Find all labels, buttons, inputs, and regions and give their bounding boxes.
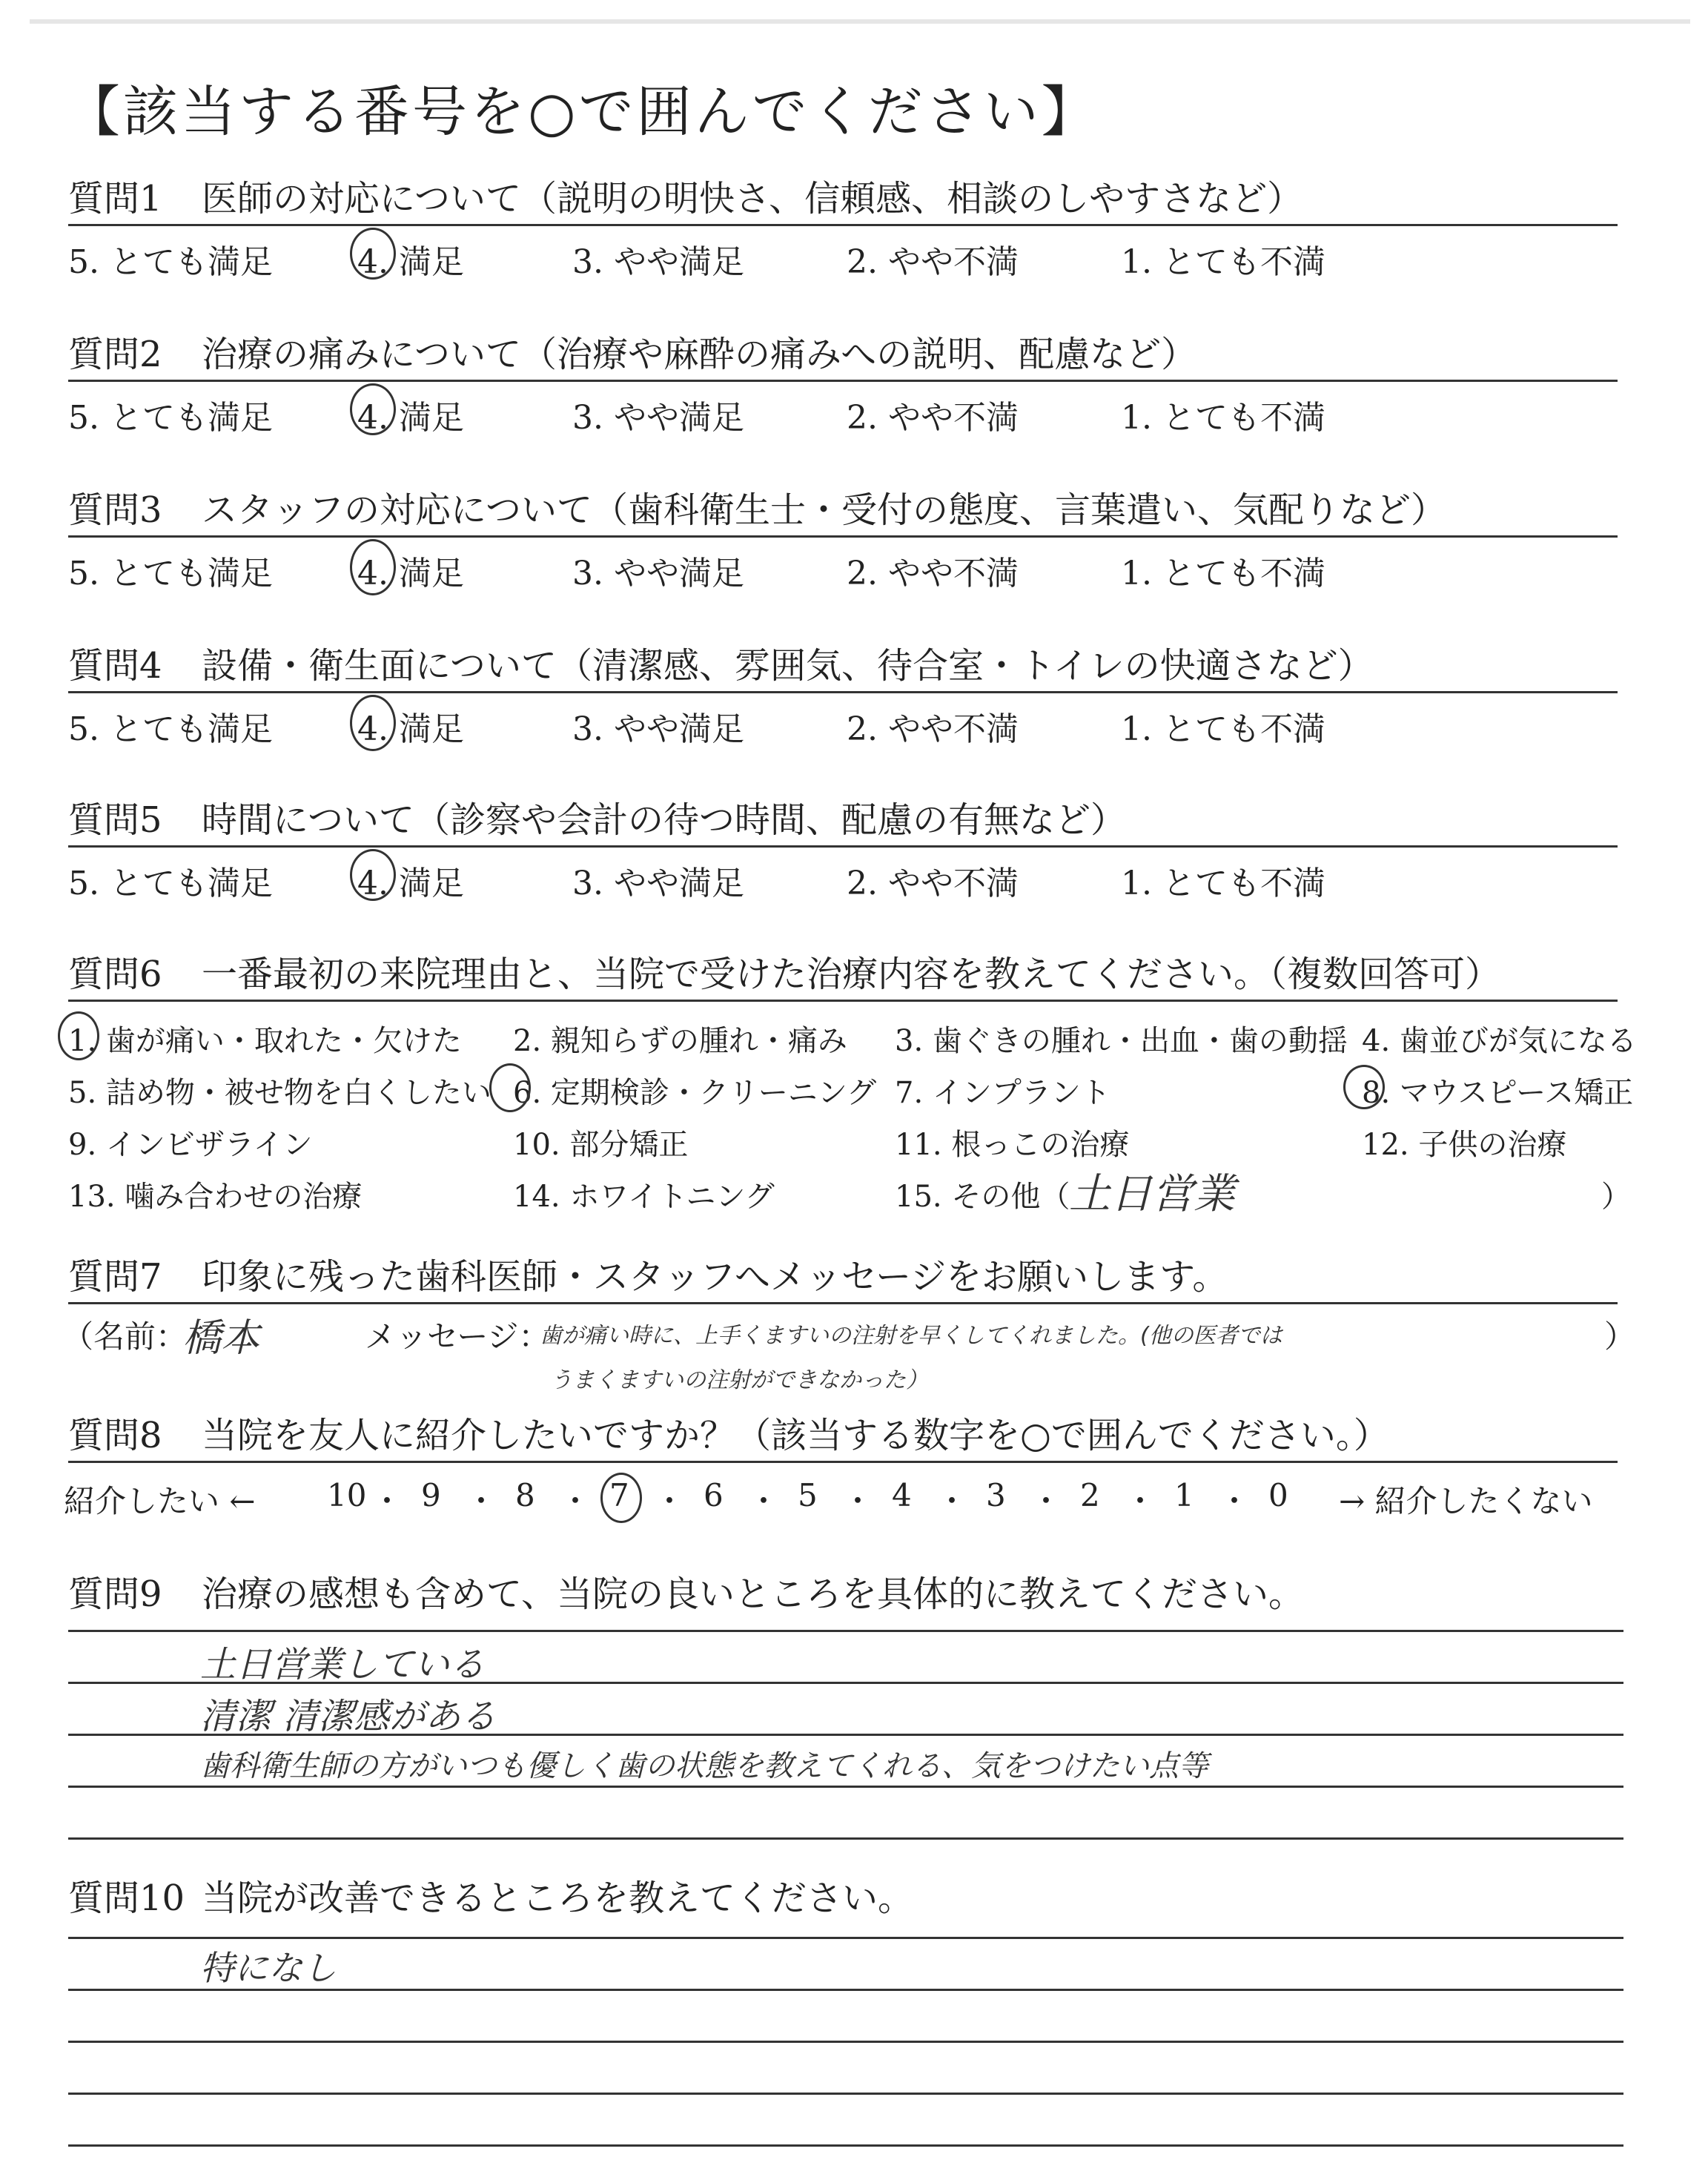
question-10 xyxy=(68,1875,1618,1922)
message-label: メッセージ： xyxy=(365,1318,550,1355)
recommend-option-2[interactable]: 2 xyxy=(1080,1477,1100,1513)
option-4[interactable]: 4. 満足 xyxy=(357,399,464,437)
option-1[interactable]: 1. とても不満 xyxy=(1121,865,1325,902)
question-text: 時間について（診察や会計の待つ時間、配慮の有無など） xyxy=(202,799,1127,841)
separator-dot: ・ xyxy=(560,1483,592,1519)
selection-circle xyxy=(350,849,396,901)
recommend-option-4[interactable]: 4 xyxy=(892,1477,912,1513)
question-text: スタッフの対応について（歯科衛生士・受付の態度、言葉遣い、気配りなど） xyxy=(202,489,1447,531)
option-14[interactable]: 14. ホワイトニング xyxy=(513,1180,775,1214)
option-6[interactable]: 6. 定期検診・クリーニング xyxy=(513,1076,877,1110)
option-3[interactable]: 3. やや満足 xyxy=(572,399,744,437)
message-line-2[interactable]: うまくますいの注射ができなかった） xyxy=(550,1367,928,1393)
separator-dot: ・ xyxy=(371,1483,403,1519)
recommend-option-3[interactable]: 3 xyxy=(986,1477,1006,1513)
option-4[interactable]: 4. 満足 xyxy=(357,865,464,902)
option-2[interactable]: 2. やや不満 xyxy=(847,865,1019,902)
option-5[interactable]: 5. とても満足 xyxy=(68,399,273,437)
option-2[interactable]: 2. やや不満 xyxy=(847,399,1019,437)
answer-line-1[interactable]: 土日営業している xyxy=(200,1644,486,1685)
answer-line xyxy=(68,2144,1623,2147)
selection-circle xyxy=(350,383,396,435)
close-paren: ） xyxy=(1601,1180,1631,1214)
recommend-option-9[interactable]: 9 xyxy=(421,1477,441,1513)
rating-scale xyxy=(68,226,1618,281)
question-number: 質問4 xyxy=(68,645,162,687)
question-number: 質問8 xyxy=(68,1415,162,1456)
divider xyxy=(68,1000,1618,1002)
treatment-options xyxy=(68,1003,1637,1240)
selection-circle xyxy=(58,1011,99,1060)
option-15[interactable]: 15. その他（ xyxy=(895,1180,1070,1214)
option-5[interactable]: 5. とても満足 xyxy=(68,243,273,281)
recommend-option-1[interactable]: 1 xyxy=(1174,1477,1194,1513)
separator-dot: ・ xyxy=(1030,1483,1062,1519)
rating-scale xyxy=(68,848,1618,902)
answer-line-2[interactable]: 清潔 清潔感がある xyxy=(200,1696,497,1737)
answer-text[interactable]: 特になし xyxy=(200,1948,337,1988)
selection-circle xyxy=(350,695,396,751)
right-label: → 紹介したくない xyxy=(1339,1483,1593,1519)
answer-line-3[interactable]: 歯科衛生師の方がいつも優しく歯の状態を教えてくれる、気をつけたい点等 xyxy=(200,1749,1208,1783)
rating-scale xyxy=(68,538,1618,592)
option-4[interactable]: 4. 歯並びが気になる xyxy=(1362,1024,1637,1058)
question-3 xyxy=(68,486,1618,592)
option-1[interactable]: 1. とても不満 xyxy=(1121,710,1325,748)
question-8 xyxy=(68,1412,1618,1463)
option-5[interactable]: 5. とても満足 xyxy=(68,710,273,748)
question-5 xyxy=(68,796,1618,902)
question-text: 当院が改善できるところを教えてください。 xyxy=(202,1877,914,1919)
separator-dot: ・ xyxy=(654,1483,686,1519)
option-1[interactable]: 1. とても不満 xyxy=(1121,243,1325,281)
question-6 xyxy=(68,951,1618,1002)
divider xyxy=(68,1461,1618,1463)
question-4 xyxy=(68,642,1618,748)
selection-circle xyxy=(350,539,396,595)
option-5[interactable]: 5. とても満足 xyxy=(68,555,273,592)
answer-line xyxy=(68,2093,1623,2095)
question-number: 質問1 xyxy=(68,178,162,219)
separator-dot: ・ xyxy=(936,1483,968,1519)
question-number: 質問3 xyxy=(68,489,162,531)
option-2[interactable]: 2. やや不満 xyxy=(847,555,1019,592)
recommend-option-7[interactable]: 7 xyxy=(609,1477,629,1513)
option-5[interactable]: 5. 詰め物・被せ物を白くしたい xyxy=(68,1076,491,1110)
question-number: 質問7 xyxy=(68,1256,162,1298)
question-number: 質問2 xyxy=(68,334,162,375)
option-8[interactable]: 8. マウスピース矯正 xyxy=(1362,1076,1634,1110)
message-line-1[interactable]: 歯が痛い時に、上手くますいの注射を早くしてくれました。(他の医者では xyxy=(540,1323,1282,1349)
question-text: 医師の対応について（説明の明快さ、信頼感、相談のしやすさなど） xyxy=(202,178,1303,219)
separator-dot: ・ xyxy=(1125,1483,1156,1519)
option-10[interactable]: 10. 部分矯正 xyxy=(513,1128,689,1162)
question-7 xyxy=(68,1253,1618,1304)
option-1[interactable]: 1. とても不満 xyxy=(1121,399,1325,437)
separator-dot: ・ xyxy=(842,1483,874,1519)
question-text: 設備・衛生面について（清潔感、雰囲気、待合室・トイレの快適さなど） xyxy=(202,645,1374,687)
recommend-option-6[interactable]: 6 xyxy=(704,1477,724,1513)
selection-circle xyxy=(489,1063,531,1112)
option-3[interactable]: 3. 歯ぐきの腫れ・出血・歯の動揺 xyxy=(895,1024,1348,1058)
option-4[interactable]: 4. 満足 xyxy=(357,555,464,592)
option-13[interactable]: 13. 噛み合わせの治療 xyxy=(68,1180,363,1214)
option-2[interactable]: 2. 親知らずの腫れ・痛み xyxy=(513,1024,847,1058)
question-text: 一番最初の来院理由と、当院で受けた治療内容を教えてください。（複数回答可） xyxy=(202,954,1501,995)
close-paren: ） xyxy=(1604,1318,1636,1355)
answer-line xyxy=(68,1837,1623,1840)
recommend-option-5[interactable]: 5 xyxy=(798,1477,818,1513)
left-label: 紹介したい ← xyxy=(64,1483,256,1519)
question-9 xyxy=(68,1571,1618,1618)
selection-circle xyxy=(600,1473,642,1523)
option-12[interactable]: 12. 子供の治療 xyxy=(1362,1128,1567,1162)
answer-line xyxy=(68,2041,1623,2043)
question-number: 質問6 xyxy=(68,954,162,995)
question-number: 質問9 xyxy=(68,1573,162,1615)
option-4[interactable]: 4. 満足 xyxy=(357,710,464,748)
option-1[interactable]: 1. 歯が痛い・取れた・欠けた xyxy=(68,1024,462,1058)
option-7[interactable]: 7. インプラント xyxy=(895,1076,1110,1110)
selection-circle xyxy=(350,228,396,280)
option-3[interactable]: 3. やや満足 xyxy=(572,865,744,902)
option-9[interactable]: 9. インビザライン xyxy=(68,1128,313,1162)
other-answer[interactable]: 土日営業 xyxy=(1069,1170,1235,1218)
separator-dot: ・ xyxy=(466,1483,497,1519)
rating-scale xyxy=(68,382,1618,437)
question-number: 質問5 xyxy=(68,799,162,841)
option-4[interactable]: 4. 満足 xyxy=(357,243,464,281)
question-text: 当院を友人に紹介したいですか？（該当する数字を○で囲んでください。） xyxy=(202,1415,1389,1456)
recommend-option-10[interactable]: 10 xyxy=(327,1477,367,1513)
option-3[interactable]: 3. やや満足 xyxy=(572,243,744,281)
option-1[interactable]: 1. とても不満 xyxy=(1121,555,1325,592)
name-label: （名前： xyxy=(62,1318,188,1355)
recommend-option-8[interactable]: 8 xyxy=(515,1477,535,1513)
option-11[interactable]: 11. 根っこの治療 xyxy=(895,1128,1130,1162)
recommend-scale xyxy=(64,1473,1628,1525)
selection-circle xyxy=(1343,1065,1385,1109)
answer-line xyxy=(68,1786,1623,1788)
question-1 xyxy=(68,175,1618,281)
rating-scale xyxy=(68,693,1618,748)
question-number: 質問10 xyxy=(68,1877,185,1919)
recommend-option-0[interactable]: 0 xyxy=(1268,1477,1288,1513)
option-3[interactable]: 3. やや満足 xyxy=(572,555,744,592)
question-text: 治療の痛みについて（治療や麻酔の痛みへの説明、配慮など） xyxy=(202,334,1197,375)
option-2[interactable]: 2. やや不満 xyxy=(847,710,1019,748)
option-2[interactable]: 2. やや不満 xyxy=(847,243,1019,281)
option-5[interactable]: 5. とても満足 xyxy=(68,865,273,902)
name-value[interactable]: 橋本 xyxy=(182,1316,260,1361)
answer-line xyxy=(68,1630,1623,1632)
question-2 xyxy=(68,331,1618,437)
separator-dot: ・ xyxy=(1219,1483,1251,1519)
divider xyxy=(68,1302,1618,1304)
answer-line xyxy=(68,1937,1623,1939)
page-title: 【該当する番号を○で囲んでください】 xyxy=(65,80,1099,144)
top-border xyxy=(30,19,1690,24)
separator-dot: ・ xyxy=(748,1483,780,1519)
question-text: 印象に残った歯科医師・スタッフへメッセージをお願いします。 xyxy=(202,1256,1228,1298)
option-3[interactable]: 3. やや満足 xyxy=(572,710,744,748)
question-text: 治療の感想も含めて、当院の良いところを具体的に教えてください。 xyxy=(202,1573,1305,1615)
